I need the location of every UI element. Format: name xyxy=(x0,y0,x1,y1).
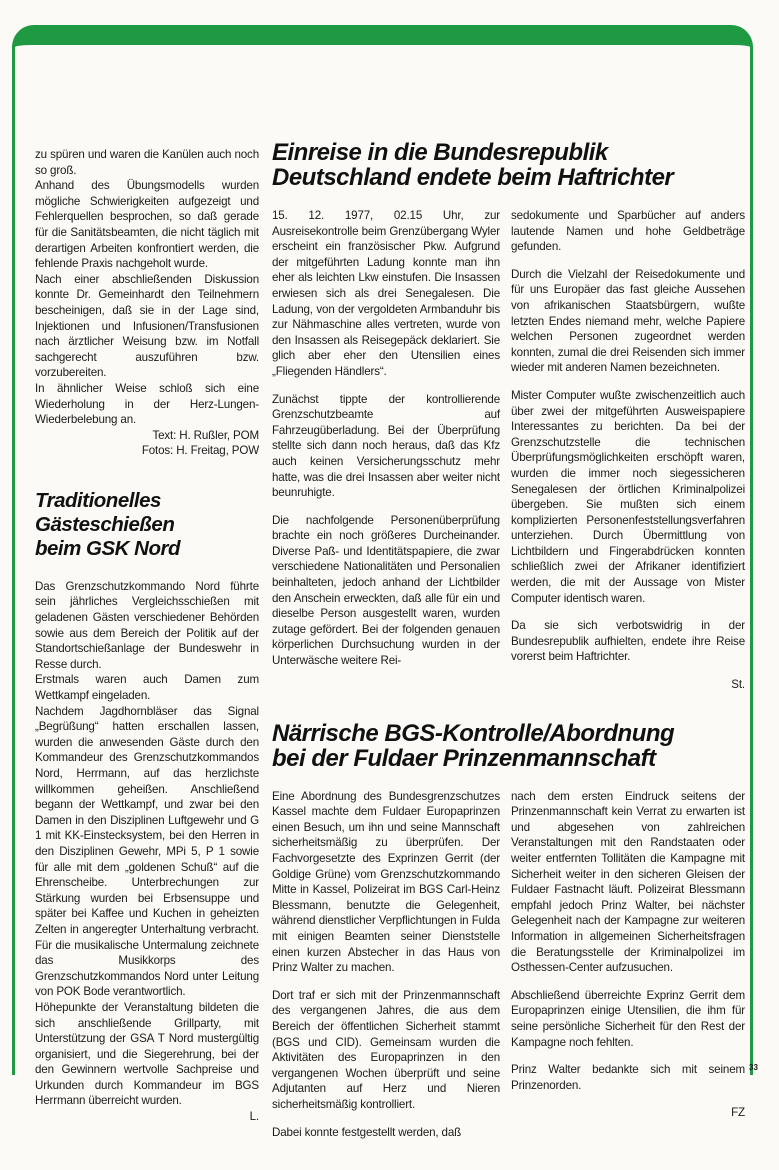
signature: L. xyxy=(249,1110,259,1124)
paragraph: Die nachfolgende Personenüberprüfung brachte ein noch größeres Durcheinander. Diverse Paß- und Identitätspapiere, die zwar verschiedene Nationalitäten und Personalien beinhalteten, jedoch anhand der Lichtbilder den Anschein erweckten, daß alle für ein und dieselbe Person ausgestellt waren, wurden zutage gefördert. Bei der folgenden genauen körperlichen Durchsuchung wurden in der Unterwäsche weitere Rei- xyxy=(272,513,500,668)
column-continued-article xyxy=(35,147,259,459)
headline-einreise xyxy=(272,140,745,190)
einreise-columns xyxy=(272,208,745,693)
signature: St. xyxy=(731,678,745,692)
paragraph: nach dem ersten Eindruck seitens der Prinzenmannschaft kein Verrat zu erwarten ist und abgesehen von zahlreichen Veranstaltungen mit den Randstaaten oder weiter entfernten Tollitäten die Kampagne mit Sicherheit weiter in den sicheren Gleisen der Fuldaer Fastnacht läuft. Polizeirat Blessmann empfahl jedoch Prinz Walter, bei nächster Gelegenheit nach der Kampagne zur weiteren Information in allgemeinen Sicherheitsfragen die Beratungsstelle der Kriminalpolizei im Osthessen-Center aufzusuchen. xyxy=(511,789,745,975)
paragraph: Eine Abordnung des Bundesgrenzschutzes Kassel machte dem Fuldaer Europaprinzen einen Besuch, um ihn und seine Mannschaft sicherheitsmäßig zu überprüfen. Der Fachvorgesetzte des Exprinzen Gerrit (der Goldige Grüne) vom Grenzschutzkommando Mitte in Kassel, Polizeirat im BGS Carl-Heinz Blessmann, benutzte die Gelegenheit, während dienstlicher Verpflichtungen in Fulda mit einigen Beamten seiner Dienststelle einen kurzen Abstecher in das Haus von Prinz Walter zu machen. xyxy=(272,789,500,975)
paragraph: Dort traf er sich mit der Prinzenmannschaft des vergangenen Jahres, die aus dem Bereich der öffentlichen Sicherheit stammt (BGS und CID). Gemeinsam wurden die Aktivitäten des Europaprinzen in den vergangenen Wochen überprüft und seine Adjutanten auf Herz und Nieren sicherheitsmäßig kontrolliert. xyxy=(272,988,500,1111)
paragraph: Mister Computer wußte zwischenzeitlich auch über zwei der mitgeführten Ausweispapiere Interessantes zu berichten. Da bei der Grenzschutzstelle die technischen Überprüfungsmöglichkeiten erschöpft waren, wurden die immer noch siegessicheren Senegalesen der örtlichen Kriminalpolizei übergeben. Sie mußten sich einem komplizierten Personenfeststellungsverfahren unterziehen. Durch Übermittlung von Lichtbildern und Fingerabdrücken konnten schließlich zwei der Afrikaner identifiziert werden, die mit der Aussage von Mister Computer identisch waren. xyxy=(511,388,745,605)
headline-gaesteschiessen xyxy=(35,489,259,561)
gaesteschiessen-column xyxy=(35,579,259,1125)
headline-line: beim GSK Nord xyxy=(35,536,180,560)
paragraph: Das Grenzschutzkommando Nord führte sein jährliches Vergleichsschießen mit geladenen Gästen verschiedener Behörden sowie aus dem Bereich der Politik auf der Standortschießanlage der Bundeswehr in Resse durch. xyxy=(35,579,259,671)
paragraph: Erstmals waren auch Damen zum Wettkampf eingeladen. xyxy=(35,673,259,703)
einreise-column-a xyxy=(272,208,500,693)
paragraph: In ähnlicher Weise schloß sich eine Wiederholung in der Herz-Lungen-Wiederbelebung an. xyxy=(35,381,259,427)
paragraph: Prinz Walter bedankte sich mit seinem Prinzenorden. xyxy=(511,1063,745,1092)
signature: FZ xyxy=(731,1106,745,1120)
page-content xyxy=(35,0,745,1170)
page-number: 33 xyxy=(749,1063,758,1072)
narr-column-b xyxy=(511,789,745,1140)
headline-line: Deutschland endete beim Haftrichter xyxy=(272,164,674,191)
paragraph: Höhepunkte der Veranstaltung bildeten die sich anschließende Grillparty, mit Unterstützung der GSA T Nord mustergültig organisiert, und die Siegerehrung, bei der den Gewinnern wertvolle Sachpreise und Urkunden durch Kommandeur im BGS Herrmann überreicht wurden. xyxy=(35,1000,259,1108)
headline-line: Närrische BGS-Kontrolle/Abordnung xyxy=(272,719,675,747)
paragraph: Durch die Vielzahl der Reisedokumente und für uns Europäer das fast gleiche Aussehen von afrikanischen Staatsbürgern, wußte letzten Endes niemand mehr, welche Papiere welchen Personen zugeordnet werden konnten, zumal die drei Reisenden sich immer wieder mit anderen Namen bezeichneten. xyxy=(511,267,745,375)
headline-line: Traditionelles xyxy=(35,488,161,512)
paragraph: Zunächst tippte der kontrollierende Grenzschutzbeamte auf Fahrzeugüberladung. Bei der Überprüfung stellte sich dann noch heraus, daß das Kfz auch keinen Versicherungsschutz mehr hatte, was die drei Insassen aber weiter nicht beunruhigte. xyxy=(272,392,500,500)
headline-line: bei der Fuldaer Prinzenmannschaft xyxy=(272,744,656,772)
paragraph: Dabei konnte festgestellt werden, daß xyxy=(272,1125,462,1139)
paragraph: sedokumente und Sparbücher auf anders lautende Namen und hohe Geldbeträge gefunden. xyxy=(511,209,745,254)
headline-naerrische-kontrolle xyxy=(272,721,745,771)
paragraph: Anhand des Übungsmodells wurden mögliche Schwierigkeiten aufgezeigt und Fehlerquellen besprochen, so daß gerade für die Sanitätsbeamten, die nicht täglich mit derartigen Arbeiten konfrontiert werden, die fehlende Praxis nachgeholt wurde. xyxy=(35,179,259,271)
headline-line: Gästeschießen xyxy=(35,512,175,536)
credit-text: Text: H. Rußler, POM xyxy=(152,428,259,442)
narr-column-a xyxy=(272,789,500,1140)
headline-line: Einreise in die Bundesrepublik xyxy=(272,139,608,166)
paragraph: 15. 12. 1977, 02.15 Uhr, zur Ausreisekontrolle beim Grenzübergang Wyler erscheint ein französischer Pkw. Aufgrund der mitgeführten Ladung konnte man ihn eher als leichten Lkw einstufen. Die Insassen erwiesen sich als drei Senegalesen. Die Ladung, von der vergoldeten Armbanduhr bis zur Nähmaschine alles vertreten, wurde von den Insassen als Reisegepäck deklariert. Sie glich aber eher den Utensilien eines „Fliegenden Händlers“. xyxy=(272,209,500,378)
paragraph: Nach einer abschließenden Diskussion konnte Dr. Gemeinhardt den Teilnehmern bescheinigen, daß sie in der Lage sind, Injektionen und Infusionen/Transfusionen nach ärztlicher Weisung bzw. im Notfall sachgerecht auszuführen bzw. vorzubereiten. xyxy=(35,272,259,380)
einreise-column-b xyxy=(511,208,745,693)
left-column xyxy=(35,140,259,1140)
paragraph: Da sie sich verbotswidrig in der Bundesrepublik aufhielten, endete ihre Reise vorerst beim Haftrichter. xyxy=(511,619,745,664)
narr-columns xyxy=(272,789,745,1140)
right-area xyxy=(272,140,745,1140)
credit-photos: Fotos: H. Freitag, POW xyxy=(141,444,259,458)
paragraph: Abschließend überreichte Exprinz Gerrit dem Europaprinzen einige Utensilien, die ihm für seine persönliche Sicherheit für den Rest der Kampagne noch fehlten. xyxy=(511,988,745,1049)
paragraph: Nachdem Jagdhornbläser das Signal „Begrüßung“ hatten erschallen lassen, wurden die anwesenden Gäste durch den Kommandeur des Grenzschutzkommandos Nord, Herrmann, auf das herzlichste willkommen geheißen. Anschließend begann der Wettkampf, und zwar bei den Damen in den Disziplinen Luftgewehr und G 1 mit KK-Einstecksystem, bei den Herren in den Disziplinen Gewehr, MPi 5, P 1 sowie für alle mit dem „goldenen Schuß“ auf die Ehrenscheibe. Unterbrechungen zur Stärkung wurden bei Erbsensuppe und später bei Kaffee und Kuchen in geheizten Zelten in angeregter Unterhaltung verbracht. Für die musikalische Untermalung zeichnete das Musikkorps des Grenzschutzkommandos Nord unter Leitung von POK Bode verantwortlich. xyxy=(35,704,259,999)
paragraph: zu spüren und waren die Kanülen auch noch so groß. xyxy=(35,148,259,177)
